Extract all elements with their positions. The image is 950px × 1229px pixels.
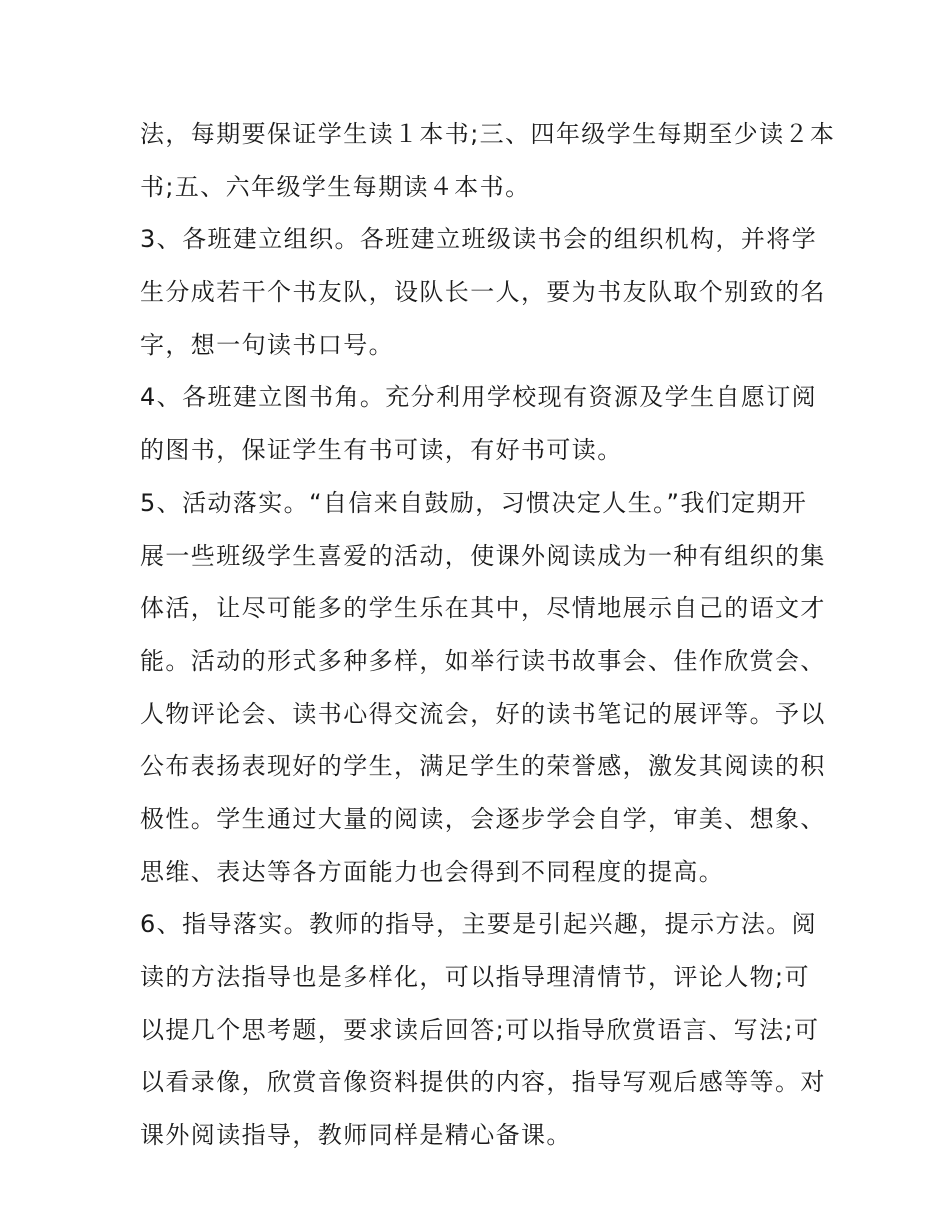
text-line: 课外阅读指导，教师同样是精心备课。 xyxy=(140,1121,572,1150)
text-line: 4、各班建立图书角。充分利用学校现有资源及学生自愿订阅 xyxy=(140,383,818,412)
text-line: 读的方法指导也是多样化，可以指导理清情节，评论人物;可 xyxy=(140,963,810,991)
text-line: 6、指导落实。教师的指导，主要是引起兴趣，提示方法。阅 xyxy=(140,910,818,939)
text-line: 以看录像，欣赏音像资料提供的内容，指导写观后感等等。对 xyxy=(140,1068,826,1097)
text-line: 3、各班建立组织。各班建立班级读书会的组织机构，并将学 xyxy=(140,225,818,254)
text-line: 书;五、六年级学生每期读４本书。 xyxy=(140,172,531,201)
text-line: 极性。学生通过大量的阅读，会逐步学会自学，审美、想象、 xyxy=(140,804,826,833)
text-line: 以提几个思考题，要求读后回答;可以指导欣赏语言、写法;可 xyxy=(140,1015,820,1044)
text-line: 法，每期要保证学生读１本书;三、四年级学生每期至少读２本 xyxy=(140,120,836,148)
text-line: 的图书，保证学生有书可读，有好书可读。 xyxy=(140,436,623,465)
text-line: 展一些班级学生喜爱的活动，使课外阅读成为一种有组织的集 xyxy=(140,541,826,570)
text-line: 字，想一句读书口号。 xyxy=(140,330,394,359)
text-line: 生分成若干个书友队，设队长一人，要为书友队取个别致的名 xyxy=(140,278,826,307)
text-line: 体活，让尽可能多的学生乐在其中，尽情地展示自己的语文才 xyxy=(140,594,826,623)
text-line: 5、活动落实。“自信来自鼓励，习惯决定人生。”我们定期开 xyxy=(140,488,808,517)
document-body xyxy=(140,108,836,1162)
text-line: 公布表扬表现好的学生，满足学生的荣誉感，激发其阅读的积 xyxy=(140,752,826,781)
text-line: 思维、表达等各方面能力也会得到不同程度的提高。 xyxy=(140,857,725,886)
text-line: 人物评论会、读书心得交流会，好的读书笔记的展评等。予以 xyxy=(140,699,826,728)
text-line: 能。活动的形式多种多样，如举行读书故事会、佳作欣赏会、 xyxy=(140,646,826,675)
